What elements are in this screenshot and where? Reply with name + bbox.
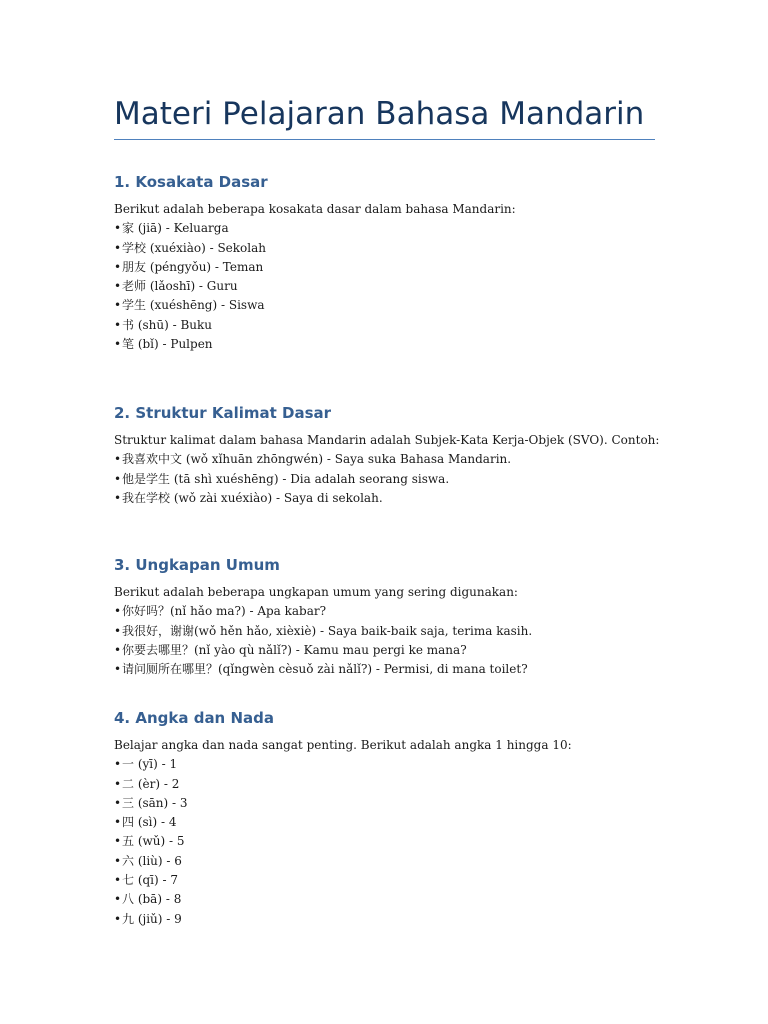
list-item-text: 你要去哪里？(nǐ yào qù nǎlǐ?) - Kamu mau pergi ke mana? [122,642,467,657]
bullet-icon: • [114,279,122,294]
list-item-text: 家 (jiā) - Keluarga [122,221,229,236]
section-intro: Belajar angka dan nada sangat penting. Berikut adalah angka 1 hingga 10: [114,738,572,752]
list-item [114,316,656,335]
bullet-icon: • [114,911,122,926]
list-item-text: 五 (wǔ) - 5 [122,834,185,849]
list-item-text: 朋友 (péngyǒu) - Teman [122,259,264,274]
list-item-text: 一 (yī) - 1 [122,757,178,772]
list-item [114,219,656,238]
list-item [114,852,656,871]
list-item [114,602,656,621]
list-item [114,794,656,813]
bullet-icon: • [114,490,122,505]
section-ungkapan-umum [114,554,656,679]
section-struktur-kalimat [114,402,660,508]
list-item-text: 学生 (xuéshēng) - Siswa [122,298,265,313]
bullet-icon: • [114,240,122,255]
list-item-text: 三 (sān) - 3 [122,795,188,810]
bullet-icon: • [114,623,122,638]
list-item [114,775,656,794]
bullet-icon: • [114,776,122,791]
list-item [114,450,656,469]
bullet-icon: • [114,757,122,772]
list-item-text: 四 (sì) - 4 [122,815,177,830]
list-item-text: 我很好，谢谢(wǒ hěn hǎo, xièxiè) - Saya baik-baik saja, terima kasih. [122,623,533,638]
bullet-icon: • [114,662,122,677]
list-item [114,277,656,296]
bullet-icon: • [114,317,122,332]
bullet-icon: • [114,452,122,467]
list-item [114,296,656,315]
list-item [114,622,656,641]
list-item [114,641,656,660]
list-item-text: 我喜欢中文 (wǒ xǐhuān zhōngwén) - Saya suka Bahasa Mandarin. [122,452,512,467]
list-item-text: 九 (jiǔ) - 9 [122,911,182,926]
bullet-icon: • [114,298,122,313]
vocabulary-list [114,219,656,354]
bullet-icon: • [114,471,122,486]
bullet-icon: • [114,873,122,888]
list-item-text: 八 (bā) - 8 [122,892,182,907]
sentence-example-list [114,450,656,508]
list-item-text: 学校 (xuéxiào) - Sekolah [122,240,266,255]
section-kosakata-dasar [114,171,656,354]
list-item [114,258,656,277]
bullet-icon: • [114,834,122,849]
bullet-icon: • [114,604,122,619]
list-item [114,813,656,832]
bullet-icon: • [114,337,122,352]
list-item-text: 我在学校 (wǒ zài xuéxiào) - Saya di sekolah. [122,490,383,505]
section-intro: Berikut adalah beberapa kosakata dasar dalam bahasa Mandarin: [114,202,516,216]
bullet-icon: • [114,815,122,830]
document-title: Materi Pelajaran Bahasa Mandarin [114,96,645,132]
section-heading: 2. Struktur Kalimat Dasar [114,404,332,422]
list-item-text: 他是学生 (tā shì xuéshēng) - Dia adalah seorang siswa. [122,471,450,486]
bullet-icon: • [114,642,122,657]
section-intro: Berikut adalah beberapa ungkapan umum yang sering digunakan: [114,585,518,599]
list-item-text: 请问厕所在哪里？(qǐngwèn cèsuǒ zài nǎlǐ?) - Permisi, di mana toilet? [122,662,528,677]
bullet-icon: • [114,853,122,868]
list-item-text: 笔 (bǐ) - Pulpen [122,337,213,352]
bullet-icon: • [114,795,122,810]
list-item [114,489,656,508]
section-angka-dan-nada [114,707,656,929]
section-heading: 4. Angka dan Nada [114,709,274,727]
section-heading: 3. Ungkapan Umum [114,556,280,574]
bullet-icon: • [114,892,122,907]
bullet-icon: • [114,221,122,236]
list-item [114,755,656,774]
list-item [114,335,656,354]
list-item [114,660,656,679]
list-item-text: 你好吗？(nǐ hǎo ma?) - Apa kabar? [122,604,327,619]
list-item [114,871,656,890]
list-item-text: 老师 (lǎoshī) - Guru [122,279,238,294]
list-item [114,832,656,851]
bullet-icon: • [114,259,122,274]
list-item-text: 六 (liù) - 6 [122,853,182,868]
section-heading: 1. Kosakata Dasar [114,173,268,191]
list-item [114,470,656,489]
title-underline-rule [114,139,655,140]
list-item-text: 七 (qī) - 7 [122,873,179,888]
list-item [114,890,656,909]
phrase-list [114,602,656,679]
section-intro: Struktur kalimat dalam bahasa Mandarin adalah Subjek-Kata Kerja-Objek (SVO). Contoh: [114,433,660,447]
list-item-text: 二 (èr) - 2 [122,776,180,791]
list-item-text: 书 (shū) - Buku [122,317,213,332]
number-list [114,755,656,929]
list-item [114,239,656,258]
list-item [114,910,656,929]
